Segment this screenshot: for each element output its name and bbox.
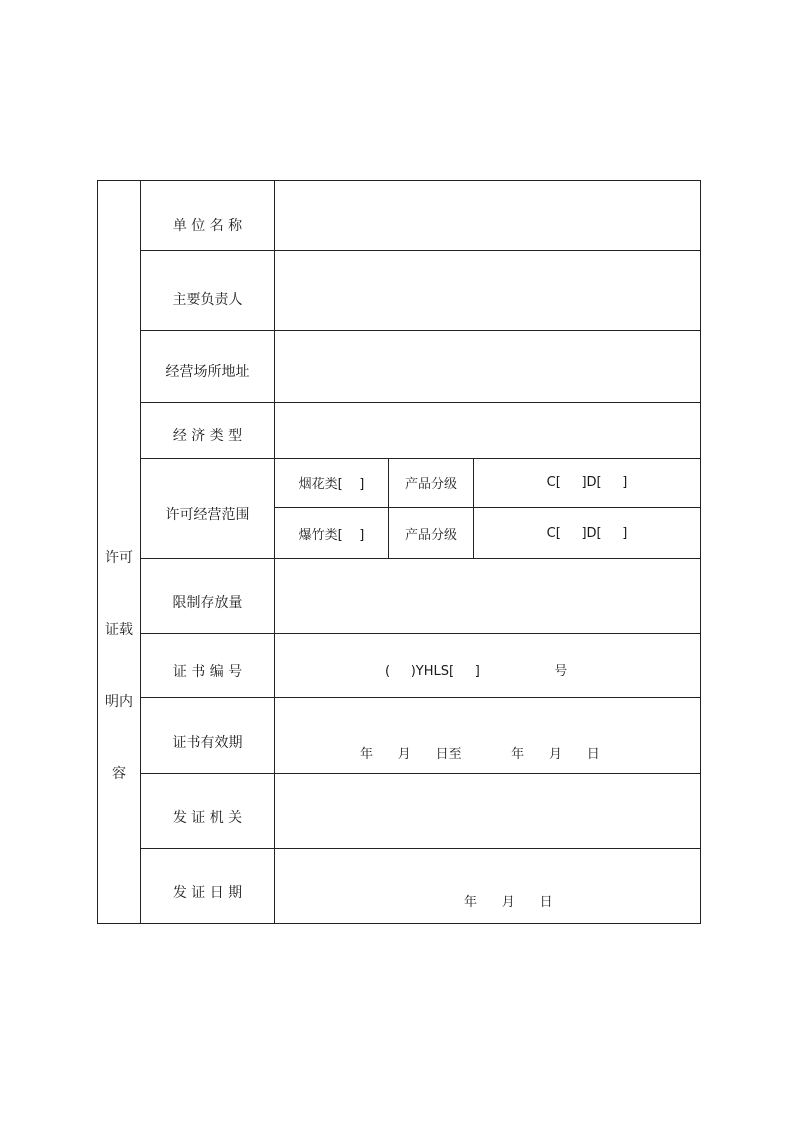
issue-date-value[interactable]: 年 月 日 xyxy=(464,895,553,910)
fireworks-field[interactable]: 烟花类[ ] xyxy=(298,477,365,492)
table-border-right xyxy=(700,180,701,924)
label-unit-name: 单 位 名 称 xyxy=(172,218,243,234)
grade-value-fireworks[interactable]: C[ ]D[ ] xyxy=(546,475,628,490)
side-label xyxy=(104,498,134,834)
grade-label-firecrackers: 产品分级 xyxy=(404,527,457,543)
label-scope: 许可经营范围 xyxy=(165,507,250,523)
label-validity: 证书有效期 xyxy=(172,735,243,751)
side-label-line: 容 xyxy=(112,766,126,782)
label-address: 经营场所地址 xyxy=(165,364,250,380)
side-label-line: 证载 xyxy=(105,622,133,638)
label-economic-type: 经 济 类 型 xyxy=(172,428,243,444)
label-issuer: 发 证 机 关 xyxy=(172,810,243,826)
grade-value-firecrackers[interactable]: C[ ]D[ ] xyxy=(546,525,628,541)
side-label-line: 明内 xyxy=(105,694,133,710)
firecrackers-field[interactable]: 爆竹类[ ] xyxy=(298,527,365,543)
label-cert-no: 证 书 编 号 xyxy=(172,664,243,680)
side-label-line: 许可 xyxy=(105,550,133,566)
permit-form-table xyxy=(97,180,701,924)
label-storage: 限制存放量 xyxy=(172,595,243,611)
validity-value[interactable]: 年 月 日至 年 月 日 xyxy=(360,747,600,762)
label-issue-date: 发 证 日 期 xyxy=(172,885,243,901)
cert-no-value[interactable]: ( )YHLS[ ] 号 xyxy=(385,664,568,679)
table-border-left xyxy=(97,180,98,924)
grade-label-fireworks: 产品分级 xyxy=(404,477,457,492)
label-principal: 主要负责人 xyxy=(172,292,243,308)
